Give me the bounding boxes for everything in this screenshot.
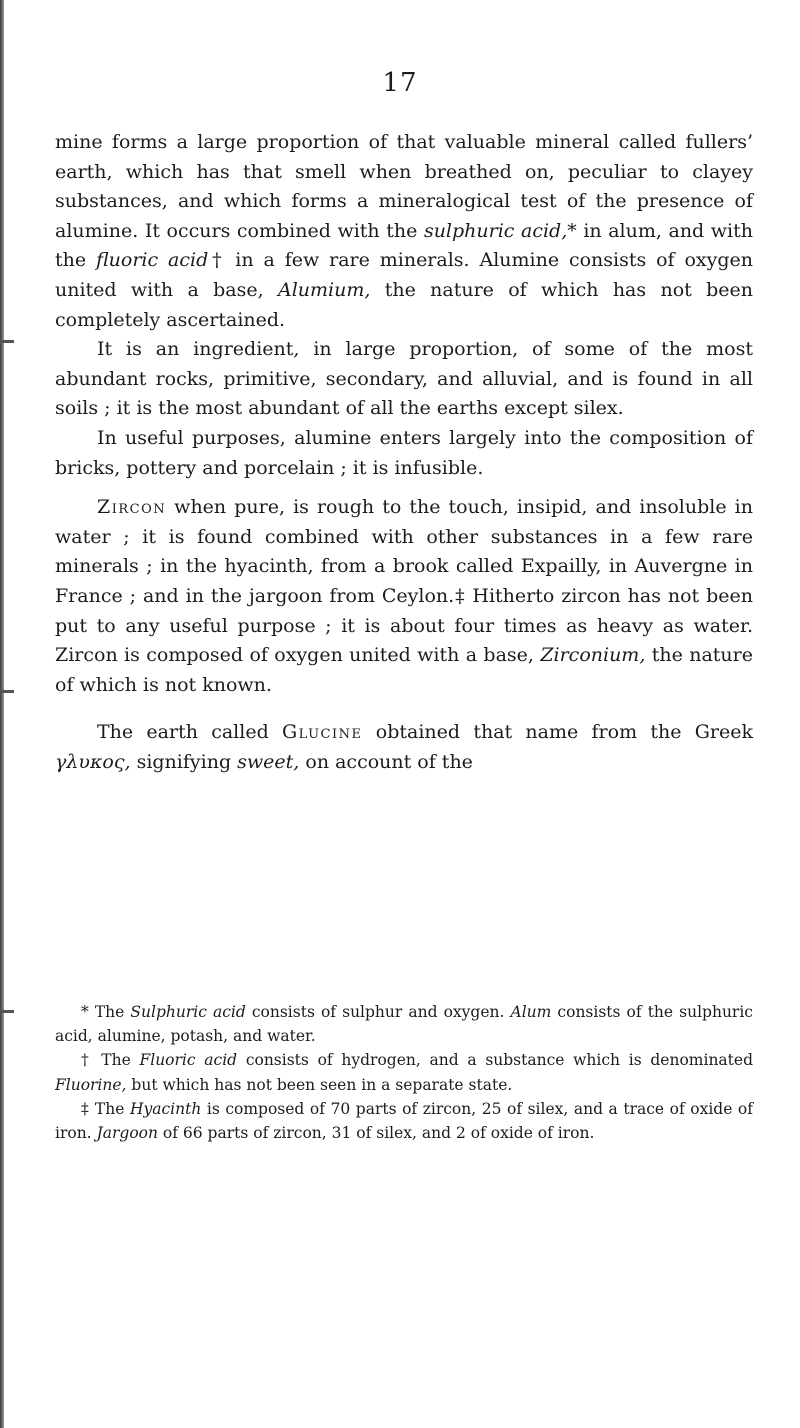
small-caps-term: Glucine [282,721,363,744]
italic-term: Hyacinth [129,1099,202,1118]
body-text [55,128,753,777]
page-binding-edge [0,0,4,1428]
edge-mark [0,1010,14,1013]
text-run: but which has not been seen in a separate state. [126,1075,513,1094]
italic-term: Alumium, [277,278,371,301]
text-run: the nature of which is not known. [55,644,753,696]
italic-term: sulphuric acid, [423,219,568,242]
text-run: consists of hydrogen, and a substance which is denominated [237,1051,753,1070]
text-run: † in a few rare minerals. Alumine consists of oxygen united with a base, [55,249,753,301]
greek-word: γλυκος, [55,750,131,773]
text-run: signifying [130,750,238,773]
footnote-sulphuric [55,1000,753,1048]
edge-mark [0,340,14,343]
italic-term: Jargoon [96,1124,158,1143]
paragraph-useful-purposes: In useful purposes, alumine enters largely into the composition of bricks, pottery and porcelain ; it is infusible. [55,426,753,479]
text-run: the nature of which has not been completely ascertained. [55,278,753,331]
text-run: † The [81,1051,140,1070]
paragraph-ingredient: It is an ingredient, in large proportion, of some of the most abundant rocks, primitive, secondary, and alluvial, and is found in all soils ; it is the most abundant of all the earths except silex. [55,338,753,420]
small-caps-term: Zircon [97,496,167,519]
text-run: mine forms a large proportion of that valuable mineral called fullers’ earth, which has that smell when breathed on, peculiar to clayey substances, and which forms a mineralogical test of the presence of alumine. It occurs combined with the [55,131,753,242]
paragraph-alumine [55,128,753,335]
text-run: is composed of 70 parts of zircon, 25 of silex, and a trace of oxide of iron. [55,1099,753,1143]
paragraph-glucine [55,718,753,777]
italic-term: sweet, [237,750,300,773]
footnotes [55,1000,753,1145]
italic-term: Fluoric acid [139,1051,238,1070]
italic-term: Sulphuric acid [130,1003,246,1021]
footnote-fluoric [55,1048,753,1096]
text-run: on account of the [299,750,473,773]
text-run: when pure, is rough to the touch, insipid, and insoluble in water ; it is found combined with other substances in a few rare minerals ; in the hyacinth, from a brook called Expailly, in Auvergne in France ; and in the jargoon from Ceylon.‡ Hitherto zircon has not been put to any useful purpose ; it is about four times as heavy as water. Zircon is composed of oxygen united with a base, [55,496,753,667]
italic-term: fluoric acid [96,249,209,272]
text-run: ‡ The [81,1099,130,1118]
text-run: The earth called [97,721,282,744]
text-run: obtained that name from the Greek [362,721,753,744]
edge-mark [0,690,14,693]
italic-term: Alum [510,1003,552,1021]
footnote-hyacinth [55,1097,753,1145]
text-run: consists of sulphur and oxygen. [245,1003,511,1021]
text-run: of 66 parts of zircon, 31 of silex, and 2 of oxide of iron. [157,1124,595,1143]
text-run: * The [81,1003,131,1021]
italic-term: Zirconium, [540,644,646,667]
text-run: consists of the sulphuric acid, alumine, potash, and water. [55,1003,753,1046]
text-run: * in alum, and with the [55,219,754,272]
paragraph-zircon [55,493,753,700]
page-number: 17 [382,68,418,98]
italic-term: Fluorine, [55,1075,127,1094]
